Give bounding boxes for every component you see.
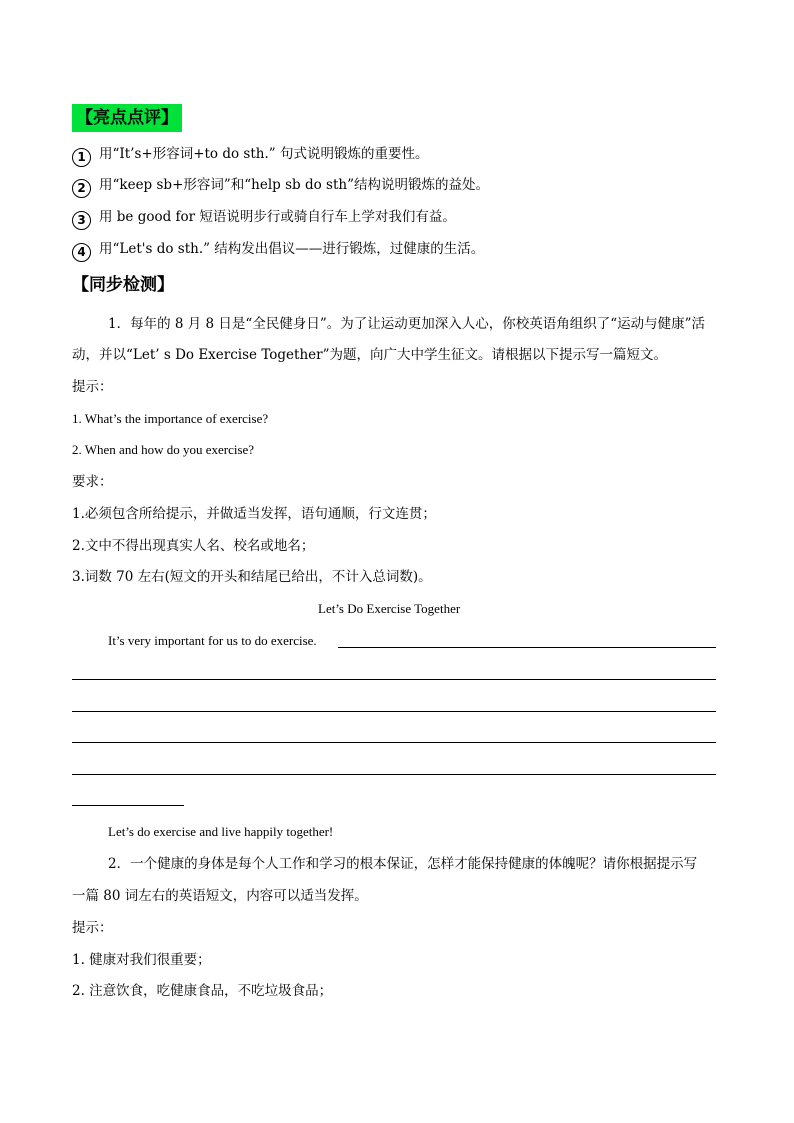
answer-blank-line[interactable]: [72, 805, 184, 806]
q1-hint-1: 1. What’s the importance of exercise?: [72, 411, 269, 426]
answer-blank-line[interactable]: [72, 679, 716, 680]
highlight-item-1: [72, 144, 428, 167]
q1-requirement-2: 2.文中不得出现真实人名、校名或地名；: [72, 538, 315, 554]
answer-blank-line[interactable]: [72, 711, 716, 712]
q1-prompt-line-1: 1．每年的 8 月 8 日是“全民健身日”。为了让运动更加深入人心，你校英语角组织了“运动与健康”活: [108, 316, 706, 332]
highlight-item-4: [72, 239, 484, 262]
circled-number-4-icon: 4: [72, 243, 91, 262]
q1-requirements-label: 要求：: [72, 474, 113, 490]
essay-closing-sentence: Let’s do exercise and live happily together!: [108, 824, 334, 839]
q2-prompt-line-2: 一篇 80 词左右的英语短文，内容可以适当发挥。: [72, 888, 368, 904]
highlight-text: 用“keep sb+形容词”和“help sb do sth”结构说明锻炼的益处。: [99, 177, 489, 193]
q2-hint-1: 1. 健康对我们很重要；: [72, 952, 211, 968]
highlights-heading: 【亮点点评】: [72, 104, 182, 132]
essay-title: Let’s Do Exercise Together: [318, 601, 461, 616]
answer-blank-line[interactable]: [338, 647, 716, 648]
circled-number-1-icon: 1: [72, 148, 91, 167]
q2-hint-2: 2. 注意饮食，吃健康食品，不吃垃圾食品；: [72, 983, 333, 999]
circled-number-2-icon: 2: [72, 179, 91, 198]
highlight-text: 用 be good for 短语说明步行或骑自行车上学对我们有益。: [99, 209, 456, 225]
answer-blank-line[interactable]: [72, 742, 716, 743]
q1-requirement-1: 1.必须包含所给提示，并做适当发挥，语句通顺，行文连贯；: [72, 506, 436, 522]
highlight-text: 用“Let's do sth.” 结构发出倡议——进行锻炼，过健康的生活。: [99, 241, 485, 257]
highlight-item-3: [72, 207, 456, 230]
answer-blank-line[interactable]: [72, 774, 716, 775]
q1-requirement-3: 3.词数 70 左右(短文的开头和结尾已给出，不计入总词数)。: [72, 569, 432, 585]
highlight-text: 用“It’s+形容词+to do sth.” 句式说明锻炼的重要性。: [99, 146, 429, 162]
q2-prompt-line-1: 2．一个健康的身体是每个人工作和学习的根本保证，怎样才能保持健康的体魄呢？请你根据提示写: [108, 856, 698, 872]
q1-hint-label: 提示：: [72, 379, 113, 395]
highlight-item-2: [72, 175, 489, 198]
essay-opening-sentence: It’s very important for us to do exercise.: [108, 633, 317, 648]
circled-number-3-icon: 3: [72, 211, 91, 230]
practice-heading: 【同步检测】: [72, 275, 174, 295]
q2-hint-label: 提示：: [72, 920, 113, 936]
q1-prompt-line-2: 动，并以“Let’ s Do Exercise Together”为题，向广大中学生征文。请根据以下提示写一篇短文。: [72, 347, 668, 363]
q1-hint-2: 2. When and how do you exercise?: [72, 442, 255, 457]
